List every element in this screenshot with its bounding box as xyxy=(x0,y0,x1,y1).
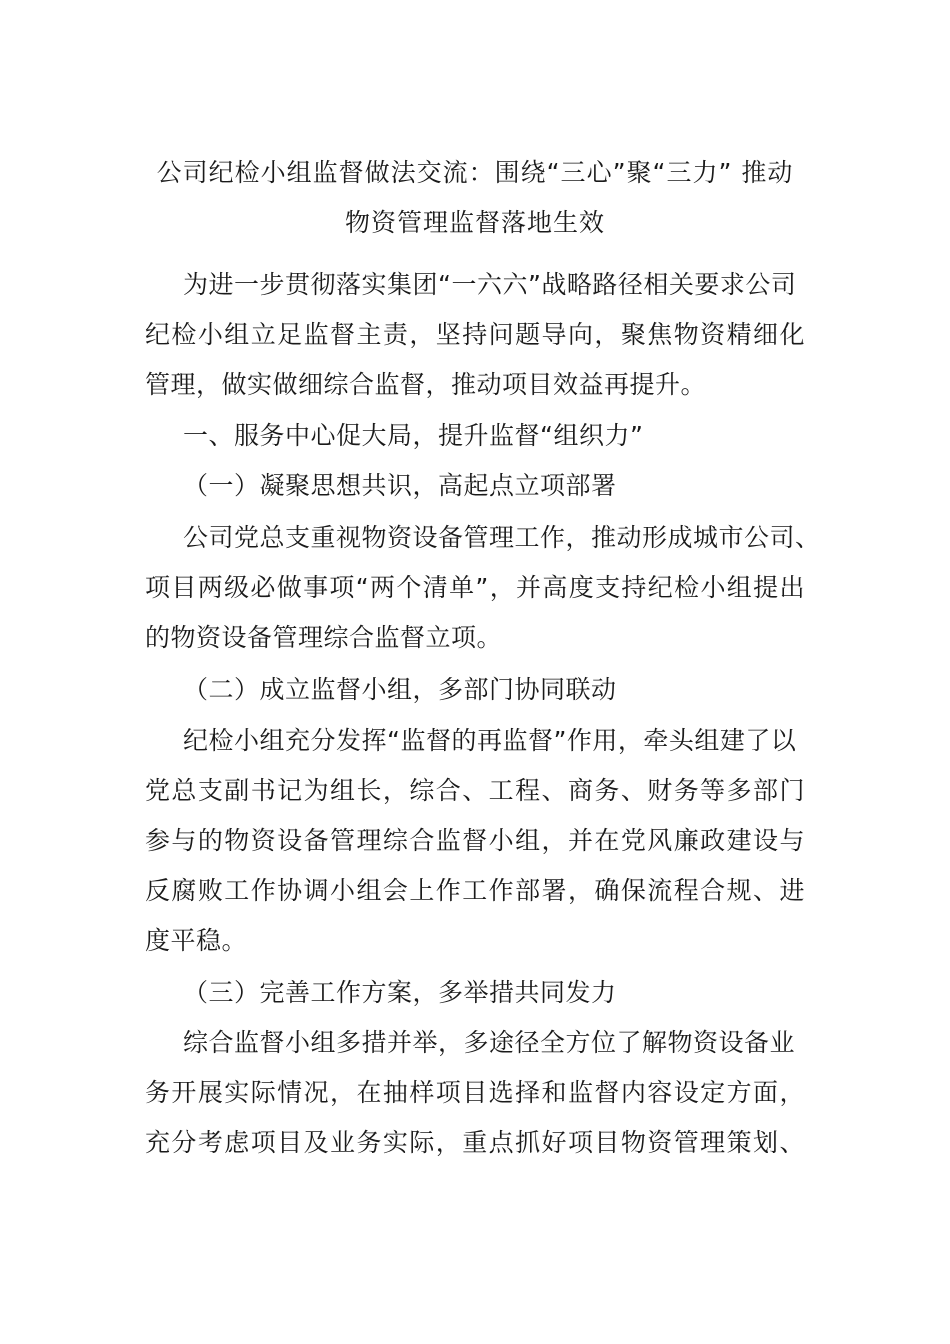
subsection-3-line-1: 综合监督小组多措并举，多途径全方位了解物资设备业 xyxy=(183,1028,796,1057)
subsection-1-line-3: 的物资设备管理综合监督立项。 xyxy=(145,623,503,652)
section-1-heading: 一、服务中心促大局，提升监督“组织力” xyxy=(183,421,644,450)
subsection-2-line-3: 参与的物资设备管理综合监督小组，并在党风廉政建设与 xyxy=(145,826,805,855)
document-title-line-1: 公司纪检小组监督做法交流：围绕“三心”聚“三力” 推动 xyxy=(156,158,794,187)
subsection-3-line-2: 务开展实际情况，在抽样项目选择和监督内容设定方面， xyxy=(145,1078,805,1107)
subsection-2-line-1: 纪检小组充分发挥“监督的再监督”作用，牵头组建了以 xyxy=(183,726,797,755)
intro-line-2: 纪检小组立足监督主责，坚持问题导向，聚焦物资精细化 xyxy=(145,320,805,349)
intro-line-1: 为进一步贯彻落实集团“一六六”战略路径相关要求公司 xyxy=(183,270,797,299)
subsection-2-line-4: 反腐败工作协调小组会上作工作部署，确保流程合规、进 xyxy=(145,876,805,905)
subsection-1-line-2: 项目两级必做事项“两个清单”，并高度支持纪检小组提出 xyxy=(145,573,805,602)
subsection-2-line-2: 党总支副书记为组长，综合、工程、商务、财务等多部门 xyxy=(145,776,805,805)
intro-line-3: 管理，做实做细综合监督，推动项目效益再提升。 xyxy=(145,370,707,399)
subsection-1-line-1: 公司党总支重视物资设备管理工作，推动形成城市公司、 xyxy=(183,523,821,552)
subsection-2-line-5: 度平稳。 xyxy=(145,926,248,955)
document-title-line-2: 物资管理监督落地生效 xyxy=(344,208,605,237)
subsection-2-heading: （二）成立监督小组，多部门协同联动 xyxy=(183,675,617,704)
subsection-3-heading: （三）完善工作方案，多举措共同发力 xyxy=(183,978,617,1007)
subsection-1-heading: （一）凝聚思想共识，高起点立项部署 xyxy=(183,471,617,500)
subsection-3-line-3: 充分考虑项目及业务实际，重点抓好项目物资管理策划、 xyxy=(145,1128,805,1157)
